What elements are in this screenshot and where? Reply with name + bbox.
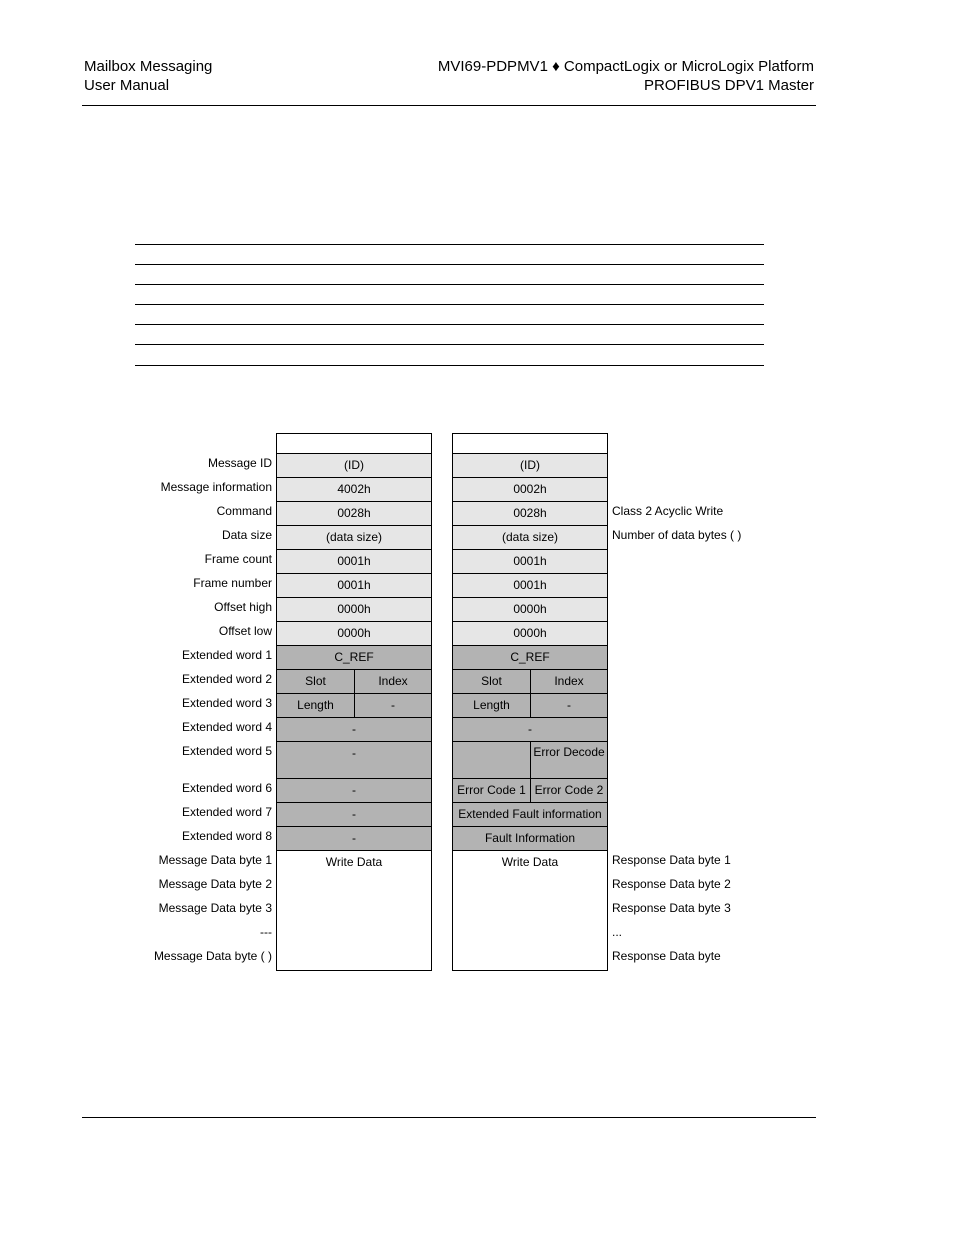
response-error-code-2: Error Code 2 — [534, 783, 604, 797]
row-label: Data size — [221, 528, 272, 542]
request-slot: Slot — [277, 670, 355, 693]
table-rule — [135, 264, 764, 265]
header-product-title: MVI69-PDPMV1 ♦ CompactLogix or MicroLogix Platform — [437, 58, 814, 75]
table-rule — [135, 284, 764, 285]
header-section-title: Mailbox Messaging — [84, 58, 213, 75]
table-rule — [135, 304, 764, 305]
header-manual-type: User Manual — [84, 77, 170, 94]
annotation-ellipsis: ... — [612, 925, 623, 939]
annotation-response-byte-1: Response Data byte 1 — [612, 853, 731, 867]
request-extended-word-3 — [277, 693, 431, 717]
row-label: Message ID — [207, 456, 272, 470]
request-extended-word-8: - — [277, 826, 431, 850]
row-label: --- — [260, 925, 272, 939]
annotation-data-size: Number of data bytes ( ) — [612, 528, 742, 542]
table-rule — [135, 244, 764, 245]
request-length: Length — [277, 694, 355, 717]
response-error-code-1: Error Code 1 — [453, 779, 531, 802]
row-label: Message Data byte 2 — [158, 877, 272, 891]
request-extended-word-5: - — [277, 741, 431, 778]
request-index: Index — [378, 674, 408, 688]
response-extended-word-7: Extended Fault information — [453, 802, 607, 826]
request-message-id: (ID) — [277, 453, 431, 477]
response-error-decode: Error Decode — [533, 745, 605, 759]
row-label: Extended word 8 — [181, 829, 272, 843]
request-message-info: 4002h — [277, 477, 431, 501]
row-label: Offset high — [214, 600, 272, 614]
annotation-command: Class 2 Acyclic Write — [612, 504, 724, 518]
row-label: Extended word 1 — [181, 648, 272, 662]
row-label: Offset low — [218, 624, 272, 638]
response-ext3-unused: - — [567, 698, 571, 712]
annotation-response-byte-n: Response Data byte — [612, 949, 721, 963]
row-label: Message Data byte ( ) — [153, 949, 272, 963]
table-rule — [135, 365, 764, 366]
response-message-info: 0002h — [453, 477, 607, 501]
request-frame-count: 0001h — [277, 549, 431, 573]
response-offset-high: 0000h — [453, 597, 607, 621]
row-label: Extended word 4 — [181, 720, 272, 734]
header-left — [84, 57, 212, 95]
response-length: Length — [453, 694, 531, 717]
footer-rule — [82, 1117, 816, 1118]
header-product-subtitle: PROFIBUS DPV1 Master — [643, 77, 814, 94]
response-command: 0028h — [453, 501, 607, 525]
row-label: Extended word 2 — [181, 672, 272, 686]
header-rule — [82, 105, 816, 106]
request-extended-word-2 — [277, 669, 431, 693]
table-rule — [135, 344, 764, 345]
response-extended-word-1: C_REF — [453, 645, 607, 669]
response-message-column — [452, 433, 608, 971]
request-command: 0028h — [277, 501, 431, 525]
response-extended-word-5 — [453, 741, 607, 778]
response-message-id: (ID) — [453, 453, 607, 477]
request-write-data: Write Data — [277, 850, 431, 970]
annotation-response-byte-3: Response Data byte 3 — [612, 901, 731, 915]
request-ext3-unused: - — [391, 698, 395, 712]
request-extended-word-6: - — [277, 778, 431, 802]
response-write-data: Write Data — [453, 850, 607, 970]
header-right — [438, 57, 814, 95]
row-label: Extended word 7 — [181, 805, 272, 819]
response-offset-low: 0000h — [453, 621, 607, 645]
response-frame-number: 0001h — [453, 573, 607, 597]
response-index: Index — [554, 674, 584, 688]
row-label: Extended word 3 — [181, 696, 272, 710]
response-extended-word-6 — [453, 778, 607, 802]
request-extended-word-7: - — [277, 802, 431, 826]
request-data-size: (data size) — [277, 525, 431, 549]
row-label: Frame number — [193, 576, 272, 590]
request-extended-word-4: - — [277, 717, 431, 741]
response-slot: Slot — [453, 670, 531, 693]
response-extended-word-8: Fault Information — [453, 826, 607, 850]
request-message-column — [276, 433, 432, 971]
request-offset-high: 0000h — [277, 597, 431, 621]
row-label: Message Data byte 1 — [158, 853, 272, 867]
row-label: Message Data byte 3 — [158, 901, 272, 915]
request-frame-number: 0001h — [277, 573, 431, 597]
row-label: Command — [216, 504, 272, 518]
response-data-size: (data size) — [453, 525, 607, 549]
request-offset-low: 0000h — [277, 621, 431, 645]
annotation-response-byte-2: Response Data byte 2 — [612, 877, 731, 891]
request-extended-word-1: C_REF — [277, 645, 431, 669]
row-label: Extended word 5 — [181, 744, 272, 758]
response-extended-word-2 — [453, 669, 607, 693]
row-label: Frame count — [204, 552, 272, 566]
response-frame-count: 0001h — [453, 549, 607, 573]
response-extended-word-4: - — [453, 717, 607, 741]
response-ext5-unused — [453, 742, 531, 778]
response-extended-word-3 — [453, 693, 607, 717]
row-label: Extended word 6 — [181, 781, 272, 795]
table-rule — [135, 324, 764, 325]
row-label: Message information — [160, 480, 272, 494]
